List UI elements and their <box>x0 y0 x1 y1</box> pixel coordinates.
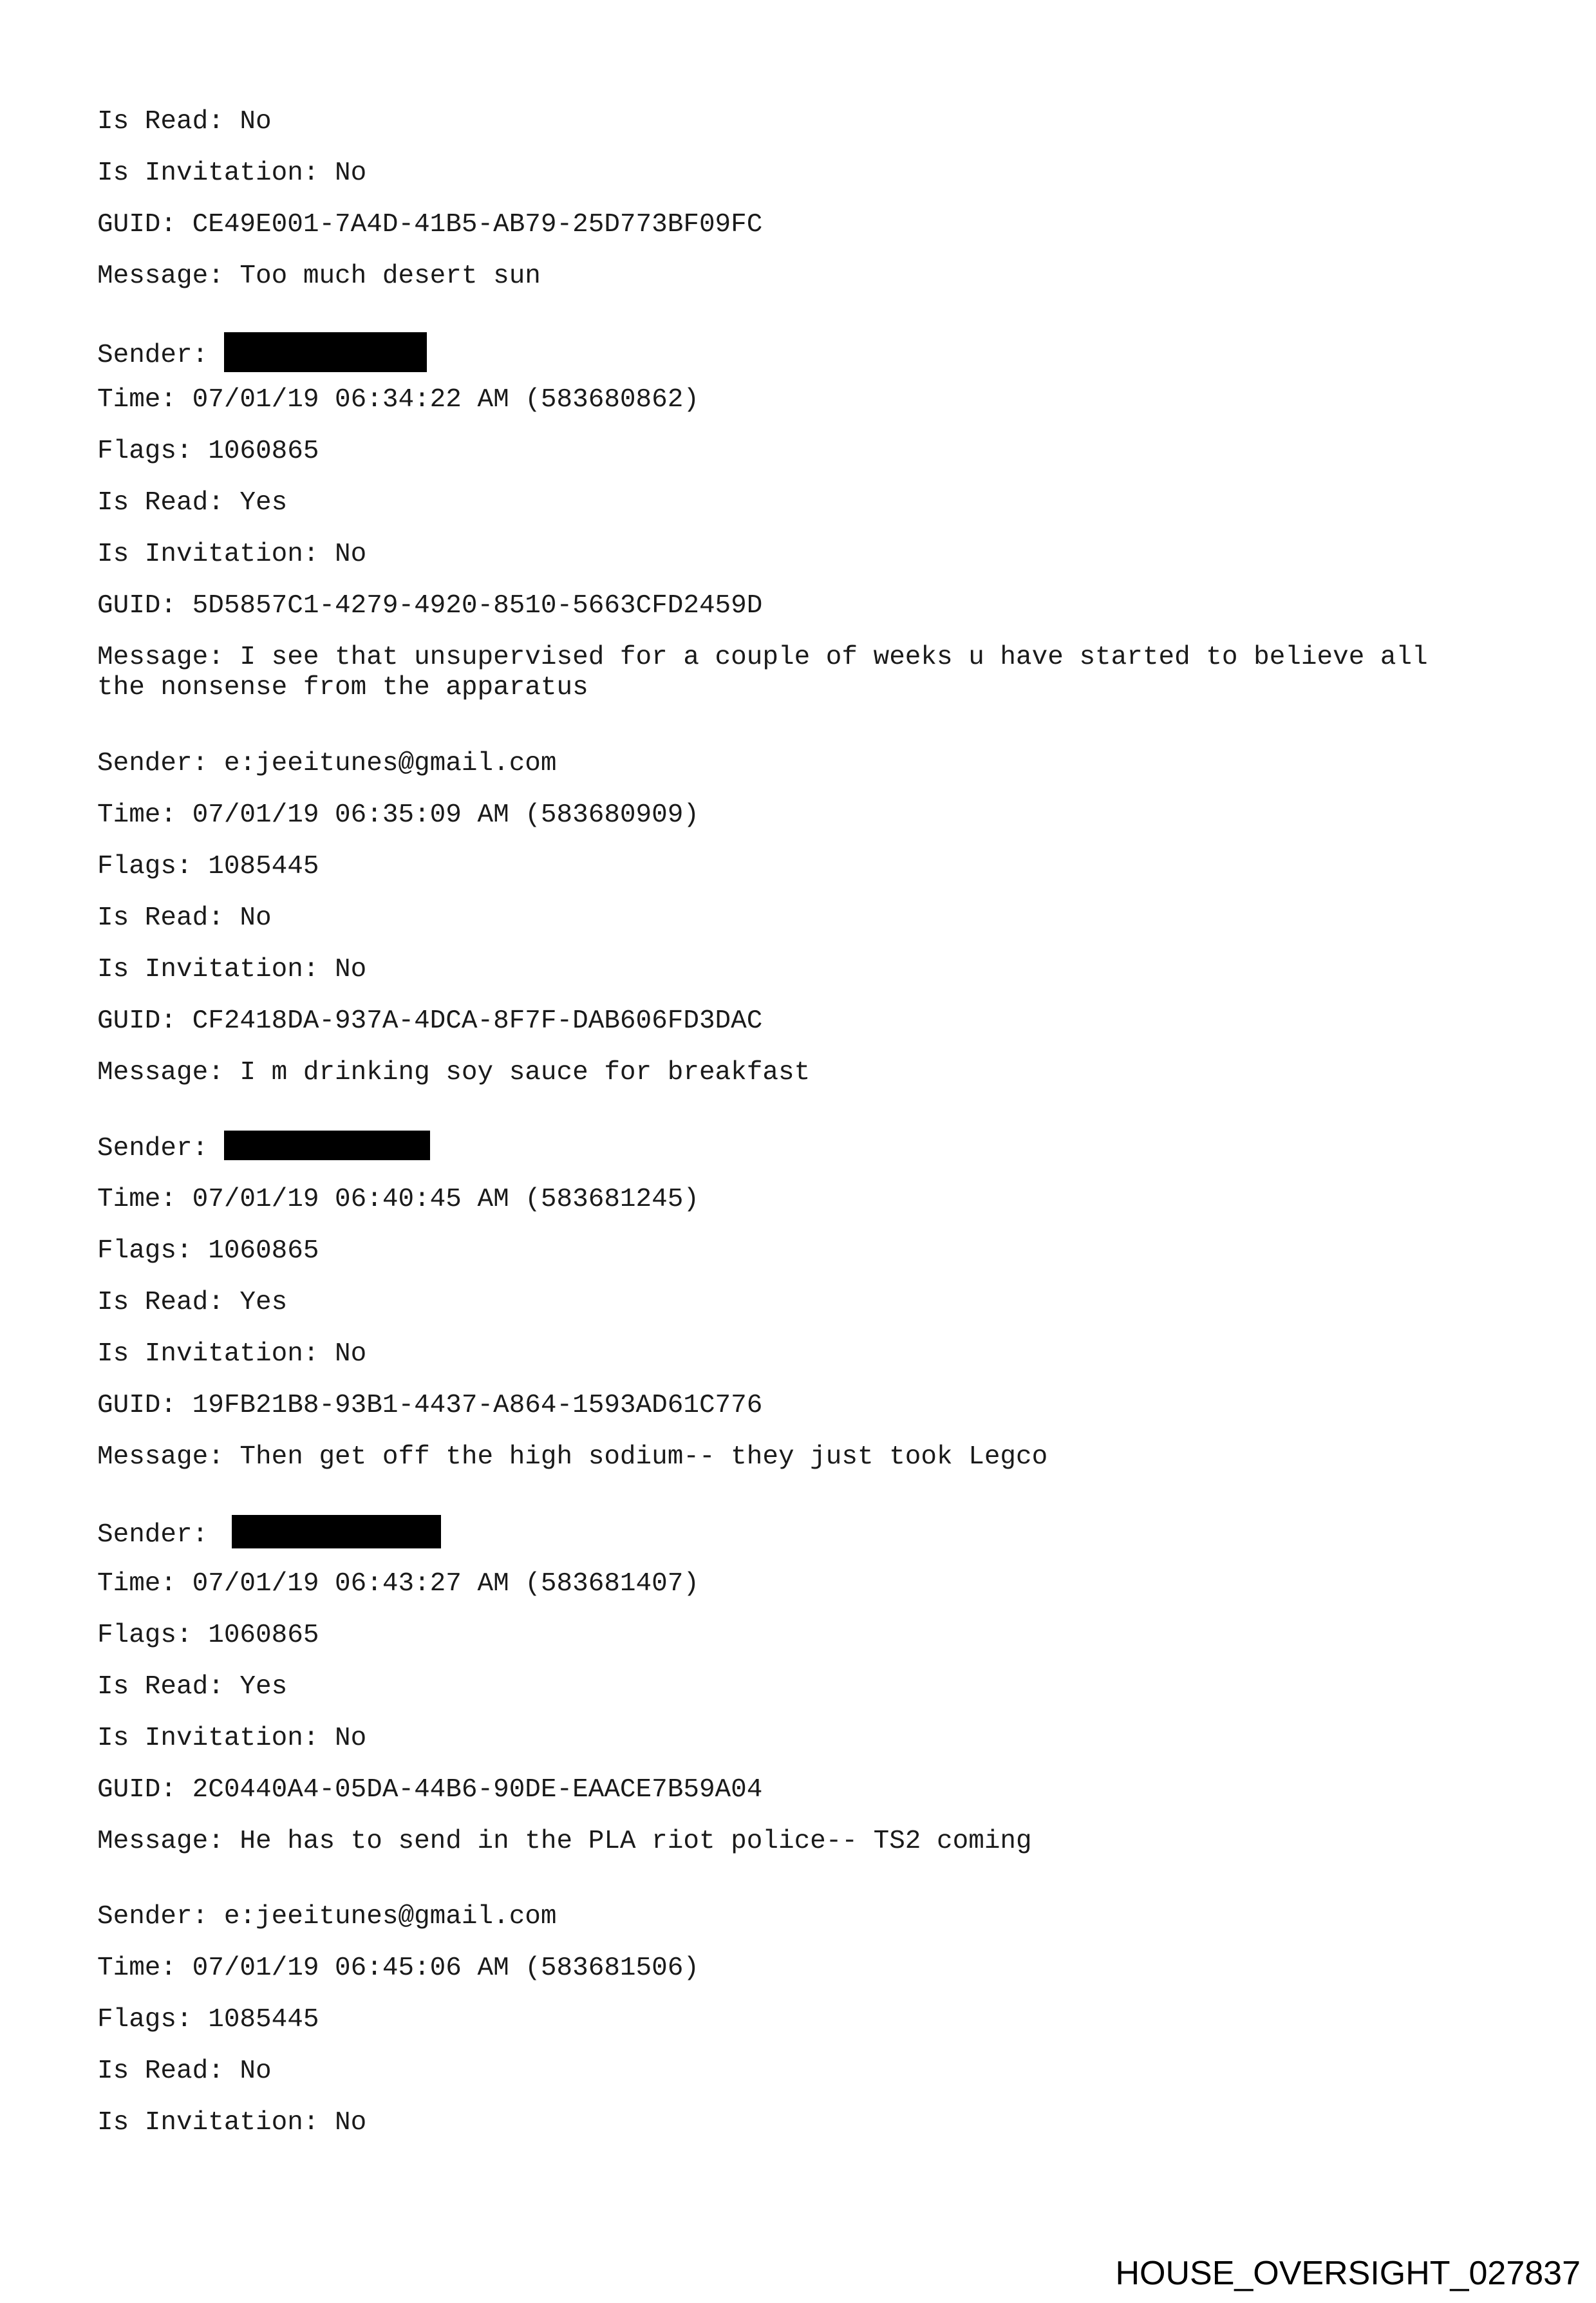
sender-field <box>97 335 427 375</box>
message-field: Message: He has to send in the PLA riot police-- TS2 coming <box>97 1827 1032 1856</box>
sender-field <box>97 1133 430 1164</box>
flags-field: Flags: 1085445 <box>97 852 319 881</box>
flags-field: Flags: 1085445 <box>97 2005 319 2035</box>
guid-field: GUID: 2C0440A4-05DA-44B6-90DE-EAACE7B59A04 <box>97 1775 763 1805</box>
sender-field: Sender: e:jeeitunes@gmail.com <box>97 749 557 778</box>
is-read-field: Is Read: Yes <box>97 488 288 518</box>
is-read-field: Is Read: Yes <box>97 1672 288 1702</box>
guid-field: GUID: CF2418DA-937A-4DCA-8F7F-DAB606FD3DAC <box>97 1006 763 1036</box>
redaction-box <box>224 1131 430 1160</box>
is-invitation-field: Is Invitation: No <box>97 540 367 569</box>
is-invitation-field: Is Invitation: No <box>97 1724 367 1753</box>
flags-field: Flags: 1060865 <box>97 1621 319 1650</box>
flags-field: Flags: 1060865 <box>97 437 319 466</box>
time-field: Time: 07/01/19 06:43:27 AM (583681407) <box>97 1569 699 1599</box>
message-field: Message: I see that unsupervised for a couple of weeks u have started to believe all the nonsense from the apparatus <box>97 643 1428 702</box>
guid-field: GUID: 5D5857C1-4279-4920-8510-5663CFD2459D <box>97 591 763 621</box>
redaction-box <box>232 1515 441 1548</box>
time-field: Time: 07/01/19 06:45:06 AM (583681506) <box>97 1953 699 1983</box>
is-read-field: Is Read: No <box>97 107 272 136</box>
time-field: Time: 07/01/19 06:34:22 AM (583680862) <box>97 385 699 415</box>
is-read-field: Is Read: Yes <box>97 1288 288 1317</box>
is-invitation-field: Is Invitation: No <box>97 955 367 984</box>
is-invitation-field: Is Invitation: No <box>97 158 367 188</box>
bates-number: HOUSE_OVERSIGHT_027837 <box>1115 2255 1581 2292</box>
sender-field: Sender: e:jeeitunes@gmail.com <box>97 1902 557 1932</box>
guid-field: GUID: 19FB21B8-93B1-4437-A864-1593AD61C776 <box>97 1391 763 1420</box>
is-invitation-field: Is Invitation: No <box>97 2108 367 2138</box>
message-field: Message: Then get off the high sodium-- they just took Legco <box>97 1442 1048 1472</box>
sender-label: Sender: <box>97 1519 224 1550</box>
is-invitation-field: Is Invitation: No <box>97 1339 367 1369</box>
time-field: Time: 07/01/19 06:40:45 AM (583681245) <box>97 1185 699 1214</box>
sender-label: Sender: <box>97 340 224 370</box>
message-field: Message: I m drinking soy sauce for breakfast <box>97 1058 811 1087</box>
redaction-box <box>224 332 427 372</box>
is-read-field: Is Read: No <box>97 903 272 933</box>
sender-label: Sender: <box>97 1133 224 1163</box>
guid-field: GUID: CE49E001-7A4D-41B5-AB79-25D773BF09FC <box>97 210 763 240</box>
sender-field <box>97 1518 441 1551</box>
flags-field: Flags: 1060865 <box>97 1236 319 1266</box>
message-field: Message: Too much desert sun <box>97 261 541 291</box>
is-read-field: Is Read: No <box>97 2056 272 2086</box>
time-field: Time: 07/01/19 06:35:09 AM (583680909) <box>97 800 699 830</box>
